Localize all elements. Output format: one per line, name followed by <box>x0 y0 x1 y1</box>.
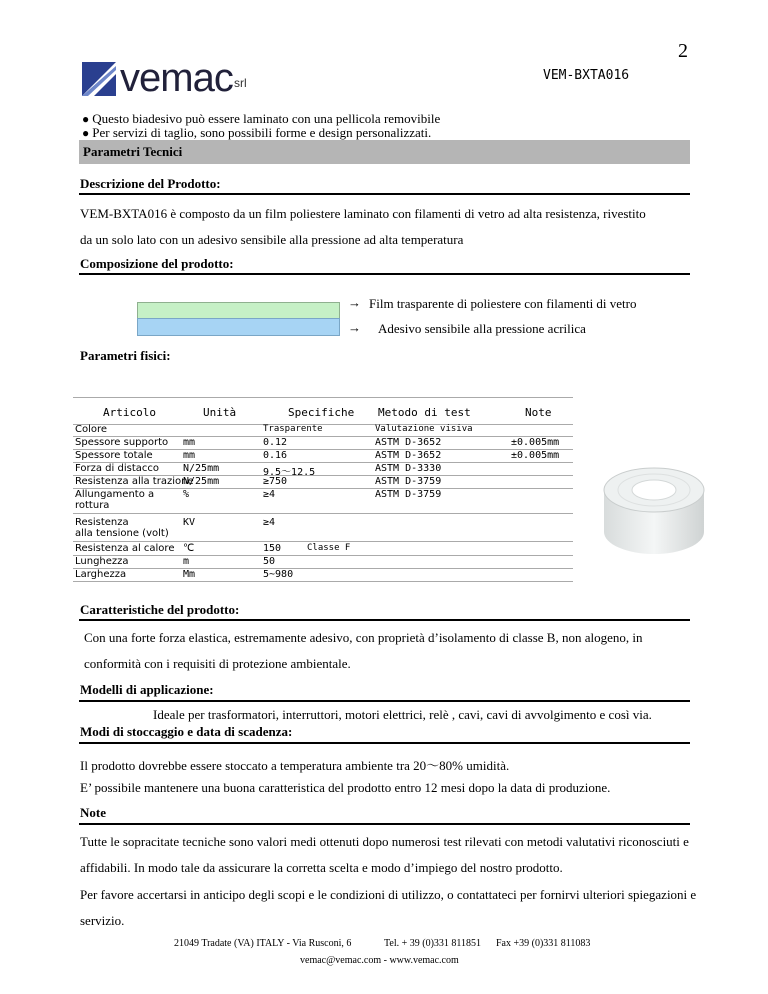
footer-contacts: vemac@vemac.com - www.vemac.com <box>300 955 459 966</box>
bullet-item: ● Per servizi di taglio, sono possibili forme e design personalizzati. <box>82 126 440 140</box>
logo-suffix: srl <box>234 76 247 90</box>
table-row <box>73 556 573 569</box>
storage-title: Modi di stoccaggio e data di scadenza: <box>80 724 293 739</box>
table-row <box>73 489 573 514</box>
cell-spec: 150 <box>263 543 282 554</box>
cell-article-line1: Resistenza <box>75 517 129 528</box>
notes-line-1: Tutte le sopracitate tecniche sono valori medi ottenuti dopo numerosi test rilevati con metodi valutativi riconosciuti e <box>80 834 689 849</box>
layer-adhesive-label: Adesivo sensibile alla pressione acrilica <box>378 321 586 336</box>
cell-note: ±0.005mm <box>511 450 560 461</box>
cell-unit: Mm <box>183 569 196 580</box>
storage-line-1: Il prodotto dovrebbe essere stoccato a temperatura ambiente tra 20～80% umidità. <box>80 758 510 773</box>
table-row <box>73 437 573 450</box>
intro-bullets <box>82 112 440 140</box>
divider <box>79 193 690 195</box>
logo-mark-icon <box>82 62 116 96</box>
footer-fax: Fax +39 (0)331 811083 <box>496 938 591 949</box>
cell-method: ASTM D-3330 <box>375 463 442 474</box>
notes-line-2: affidabili. In modo tale da assicurare la corretta scelta e modo d’impiego del nostro prodotto. <box>80 860 563 875</box>
notes-title: Note <box>80 805 106 820</box>
footer-tel: Tel. + 39 (0)331 811851 <box>384 938 482 949</box>
page-number: 2 <box>678 40 688 62</box>
header-method: Metodo di test <box>378 406 471 419</box>
cell-method: ASTM D-3759 <box>375 489 442 500</box>
cell-unit: % <box>183 489 190 500</box>
notes-line-3: Per favore accertarsi in anticipo degli scopi e le condizioni di utilizzo, o contattateci per fornirvi ulteriori spiegazioni e <box>80 887 697 902</box>
cell-spec: 5~980 <box>263 569 294 580</box>
description-line-2: da un solo lato con un adesivo sensibile alla pressione ad alta temperatura <box>80 232 464 247</box>
cell-spec: ≥750 <box>263 476 288 487</box>
cell-article: Colore <box>75 424 108 435</box>
cell-note: ±0.005mm <box>511 437 560 448</box>
storage-line-2: E’ possibile mantenere una buona caratteristica del prodotto entro 12 mesi dopo la data di produzione. <box>80 780 611 795</box>
cell-unit: N/25mm <box>183 476 220 487</box>
section-title: Parametri Tecnici <box>83 144 183 159</box>
vemac-logo <box>82 56 312 100</box>
cell-spec: ≥4 <box>263 517 276 528</box>
cell-article: Lunghezza <box>75 556 129 567</box>
features-title: Caratteristiche del prodotto: <box>80 602 240 617</box>
header-article: Articolo <box>103 406 156 419</box>
cell-article-line2: alla tensione (volt) <box>75 528 169 539</box>
table-row <box>73 424 573 437</box>
header-unit: Unità <box>203 406 237 419</box>
cell-spec: 50 <box>263 556 276 567</box>
cell-article: Forza di distacco <box>75 463 159 474</box>
applications-text: Ideale per trasformatori, interruttori, motori elettrici, relè , cavi, cavi di avvolgimento e così via. <box>153 707 652 722</box>
features-line-2: conformità con i requisiti di protezione ambientale. <box>84 656 351 671</box>
description-line-1: VEM-BXTA016 è composto da un film poliestere laminato con filamenti di vetro ad alta resistenza, rivestito <box>80 206 646 221</box>
cell-unit: mm <box>183 450 196 461</box>
table-row <box>73 476 573 489</box>
arrow-right-icon: → <box>348 295 361 310</box>
table-row <box>73 569 573 582</box>
cell-spec: 0.16 <box>263 450 288 461</box>
cell-method: ASTM D-3759 <box>375 476 442 487</box>
cell-spec: ≥4 <box>263 489 276 500</box>
cell-unit: KV <box>183 517 196 528</box>
document-code: VEM-BXTA016 <box>543 68 630 83</box>
table-header <box>73 397 573 425</box>
cell-article: Spessore supporto <box>75 437 169 448</box>
cell-article: Spessore totale <box>75 450 153 461</box>
divider <box>79 700 690 702</box>
logo-text: vemac <box>120 56 233 100</box>
cell-method: Valutazione visiva <box>375 424 473 434</box>
table-row <box>73 543 573 556</box>
composition-title: Composizione del prodotto: <box>80 256 234 271</box>
header-spec: Specifiche <box>288 406 355 419</box>
cell-article: Resistenza al calore <box>75 543 175 554</box>
cell-unit: ℃ <box>183 543 195 554</box>
divider <box>79 823 690 825</box>
cell-spec: 0.12 <box>263 437 288 448</box>
table-row <box>73 450 573 463</box>
header-note: Note <box>525 406 552 419</box>
cell-spec: Trasparente <box>263 424 323 434</box>
physical-title: Parametri fisici: <box>80 348 171 363</box>
cell-article: Resistenza alla trazione <box>75 476 194 487</box>
divider <box>79 273 690 275</box>
table-row <box>73 515 573 542</box>
footer-address: 21049 Tradate (VA) ITALY - Via Rusconi, 6 <box>174 938 352 949</box>
tape-roll-image <box>599 462 709 558</box>
applications-title: Modelli di applicazione: <box>80 682 214 697</box>
cell-spec: 9.5～12.5 <box>263 467 316 478</box>
arrow-right-icon: → <box>348 320 361 335</box>
divider <box>79 619 690 621</box>
cell-method: ASTM D-3652 <box>375 437 442 448</box>
layer-film-label: Film trasparente di poliestere con filamenti di vetro <box>369 296 637 311</box>
layer-adhesive <box>137 318 340 336</box>
cell-unit: N/25mm <box>183 463 220 474</box>
cell-spec-extra: Classe F <box>307 543 351 553</box>
cell-article: Larghezza <box>75 569 127 580</box>
divider <box>79 742 690 744</box>
cell-article-line2: rottura <box>75 500 110 511</box>
features-line-1: Con una forte forza elastica, estremamente adesivo, con proprietà d’isolamento di classe B, non alogeno, in <box>84 630 643 645</box>
section-header-bar <box>79 140 690 164</box>
table-row <box>73 463 573 476</box>
bullet-item: ● Questo biadesivo può essere laminato con una pellicola removibile <box>82 112 440 126</box>
cell-unit: mm <box>183 437 196 448</box>
notes-line-4: servizio. <box>80 913 125 928</box>
cell-unit: m <box>183 556 190 567</box>
description-title: Descrizione del Prodotto: <box>80 176 221 191</box>
cell-article-line1: Allungamento a <box>75 489 155 500</box>
cell-method: ASTM D-3652 <box>375 450 442 461</box>
